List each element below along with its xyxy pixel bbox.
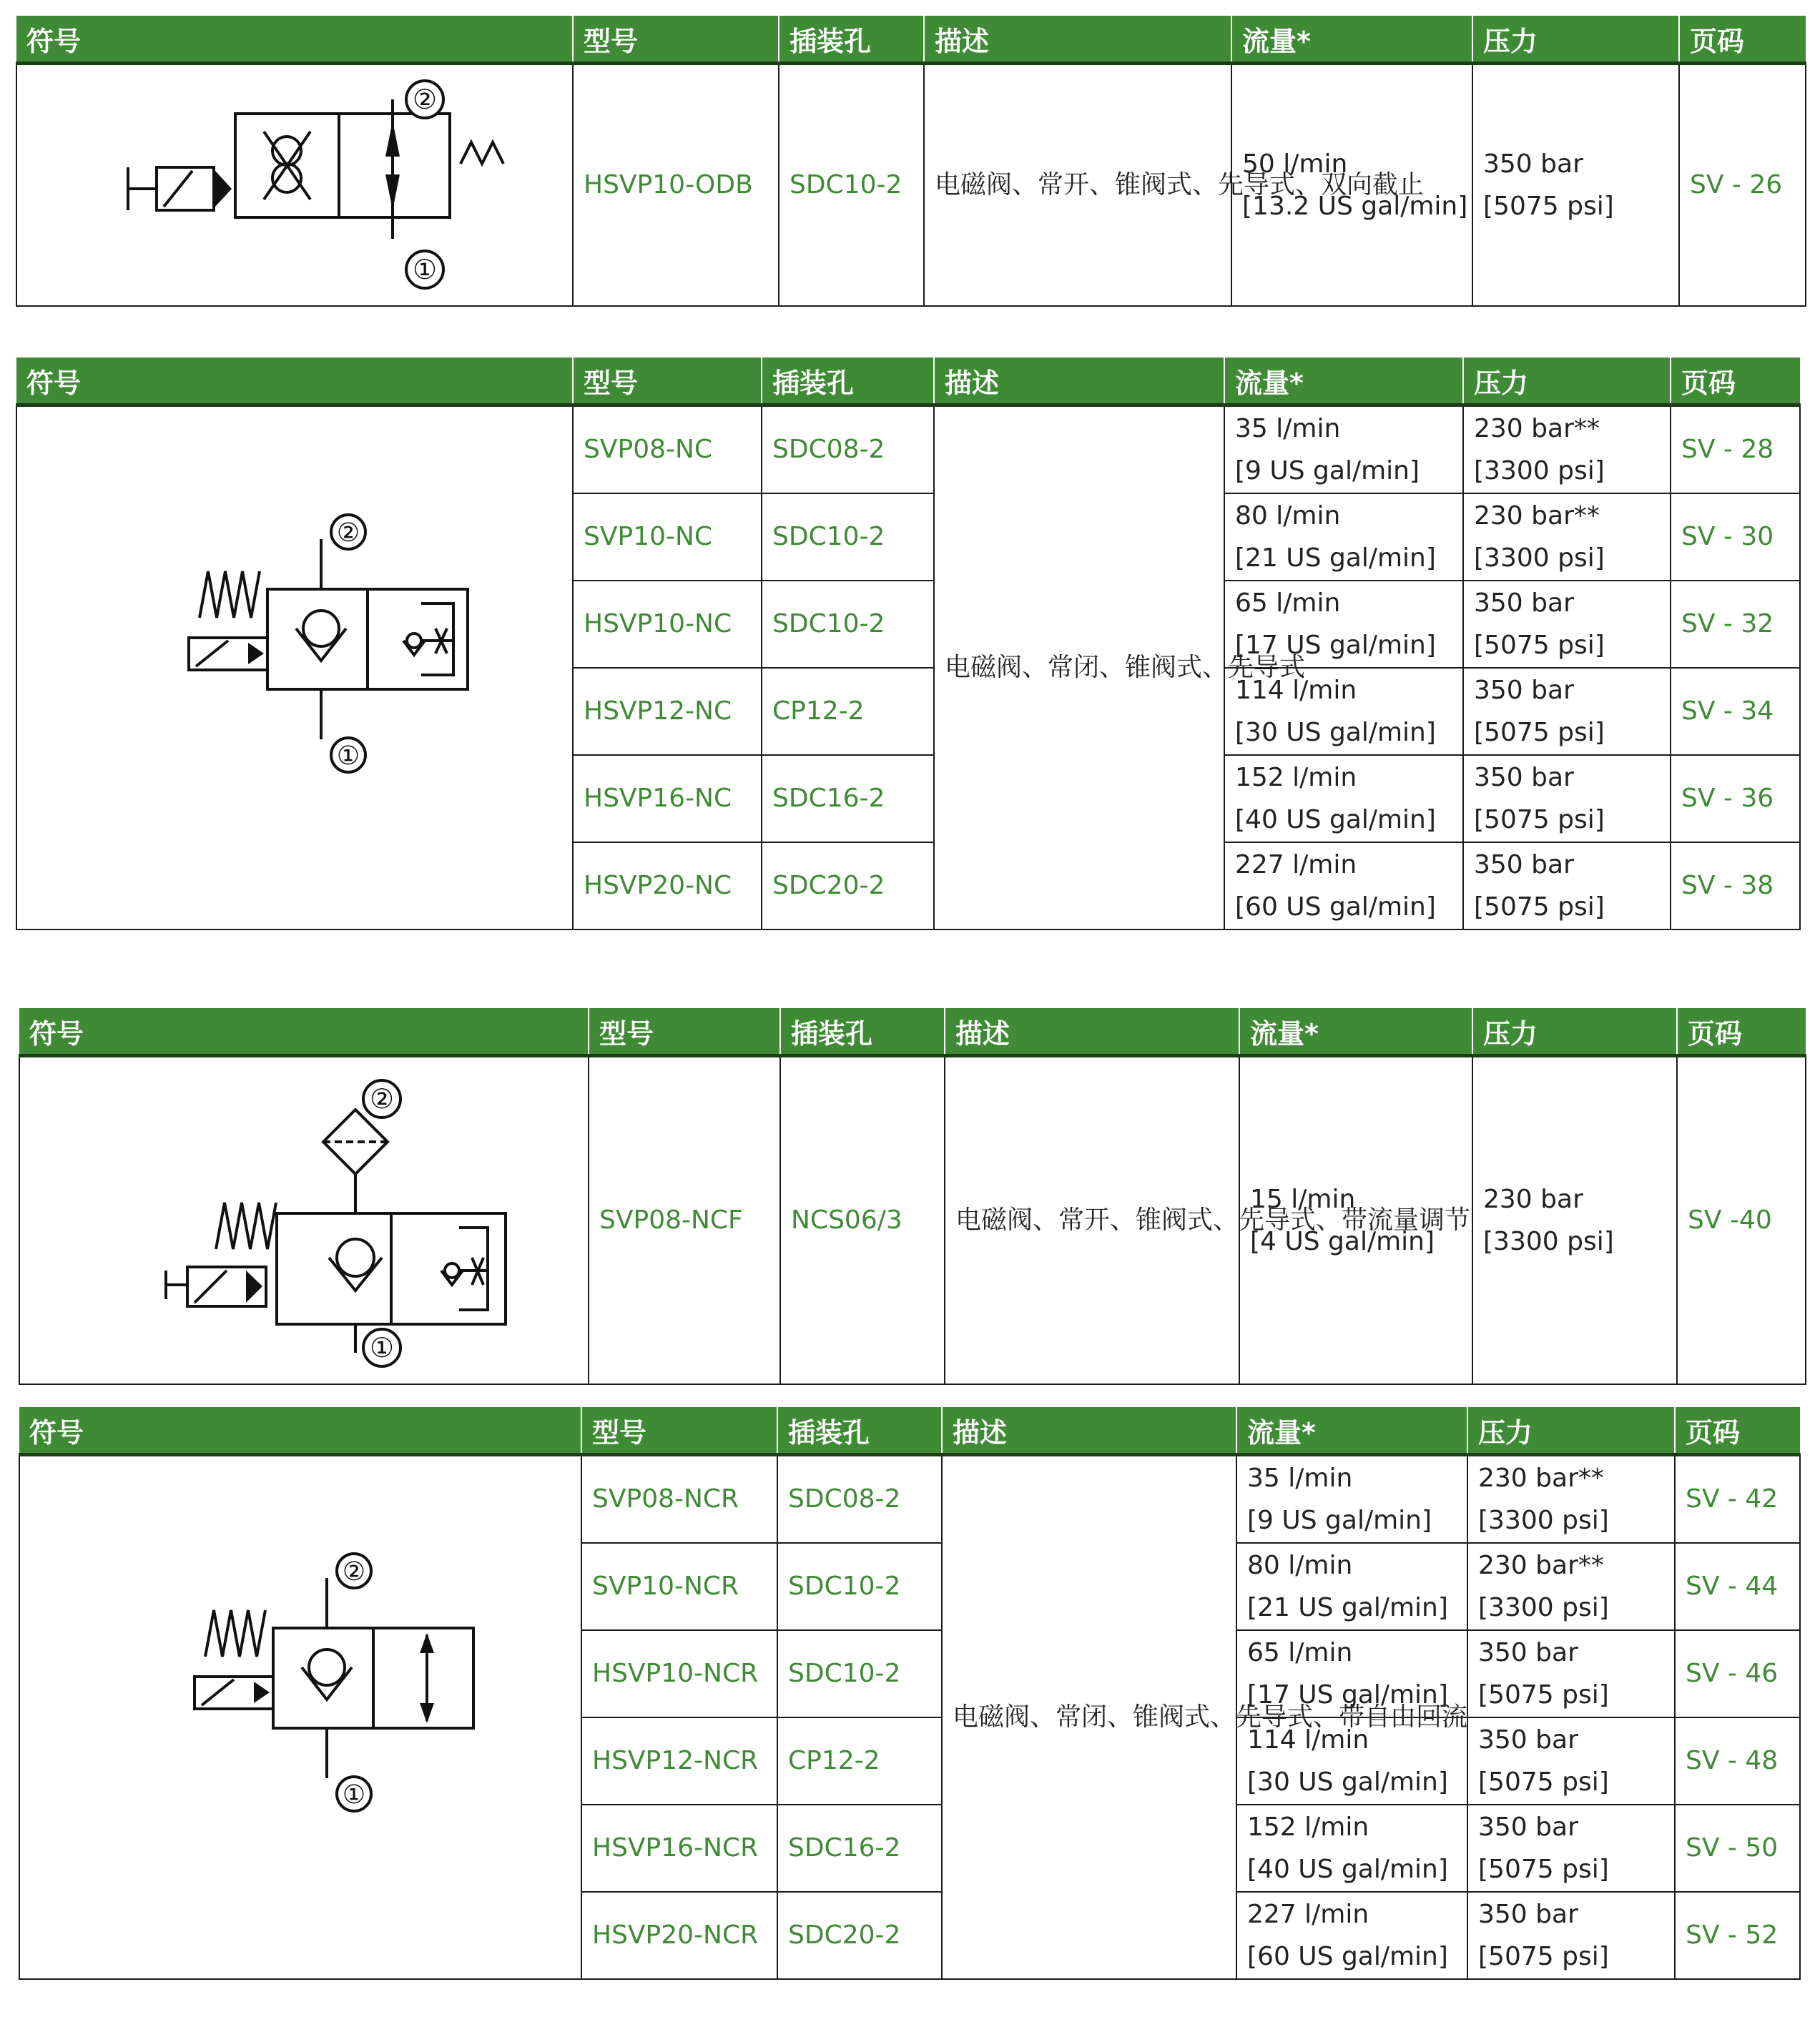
model-cell: SVP08-NCF [589,1056,780,1385]
spec-table-ncr [19,1407,1801,1980]
valve-symbol-odb-icon [49,71,550,300]
pressure-cell [1463,581,1671,668]
page-link[interactable]: SV - 30 [1671,493,1800,581]
flow-metric: 35 l/min [1235,413,1341,443]
pressure-cell [1463,842,1671,929]
port-1-label: ① [342,1780,366,1810]
cavity-cell: NCS06/3 [780,1056,945,1385]
pressure-bar: 350 bar [1474,849,1574,879]
flow-cell [1224,668,1463,755]
flow-metric: 35 l/min [1247,1463,1353,1493]
header-model: 型号 [573,16,779,64]
page-link[interactable]: SV - 32 [1671,581,1800,668]
pressure-psi: [5075 psi] [1474,718,1605,747]
cavity-cell: SDC08-2 [762,405,934,494]
header-cavity: 插装孔 [779,16,924,64]
flow-cell [1224,581,1463,668]
flow-us: [30 US gal/min] [1235,718,1436,747]
header-symbol: 符号 [16,357,573,405]
model-cell: SVP08-NCR [581,1455,777,1544]
description-cell: 电磁阀、常开、锥阀式、先导式、双向截止 [924,64,1231,307]
cavity-cell: SDC10-2 [762,493,934,581]
pressure-psi: [3300 psi] [1478,1506,1609,1535]
pressure-bar: 350 bar [1483,149,1583,179]
spec-table-odb [16,16,1806,307]
pressure-cell [1463,493,1671,581]
flow-metric: 114 l/min [1247,1725,1369,1755]
model-cell: HSVP16-NCR [581,1805,777,1892]
flow-us: [40 US gal/min] [1235,805,1436,834]
header-cavity: 插装孔 [780,1008,945,1056]
table-header-row [16,357,1800,405]
header-pressure: 压力 [1467,1407,1675,1455]
page-link[interactable]: SV - 28 [1671,405,1800,494]
pressure-psi: [5075 psi] [1478,1680,1609,1710]
page-link[interactable]: SV - 46 [1675,1630,1800,1717]
header-description: 描述 [942,1407,1236,1455]
header-symbol: 符号 [19,1407,581,1455]
flow-us: [9 US gal/min] [1247,1506,1432,1535]
page-link[interactable]: SV - 42 [1675,1455,1800,1544]
pressure-bar: 350 bar [1478,1899,1578,1929]
flow-metric: 65 l/min [1235,588,1341,618]
model-cell: SVP08-NC [573,405,762,494]
pressure-cell [1467,1543,1675,1630]
symbol-cell [16,64,573,307]
pressure-psi: [5075 psi] [1478,1942,1609,1971]
header-cavity: 插装孔 [762,357,934,405]
pressure-bar: 230 bar** [1474,500,1600,531]
valve-symbol-nc-icon [49,489,550,847]
flow-metric: 80 l/min [1247,1550,1353,1580]
flow-us: [9 US gal/min] [1235,456,1420,485]
flow-metric: 15 l/min [1250,1184,1356,1214]
flow-cell [1236,1455,1467,1544]
pressure-psi: [3300 psi] [1474,456,1605,485]
pressure-cell [1467,1892,1675,1979]
pressure-bar: 230 bar** [1478,1550,1604,1580]
pressure-cell [1472,64,1679,307]
flow-cell [1224,405,1463,494]
flow-us: [17 US gal/min] [1247,1680,1448,1710]
header-page: 页码 [1677,1008,1806,1056]
spec-table-ncf [19,1008,1806,1385]
flow-metric: 227 l/min [1247,1899,1369,1929]
flow-metric: 227 l/min [1235,849,1357,879]
flow-cell [1236,1892,1467,1979]
valve-symbol-ncr-icon [55,1539,556,1896]
table-header-row [19,1407,1800,1455]
model-cell: HSVP12-NCR [581,1717,777,1805]
flow-cell [1236,1805,1467,1892]
page-link[interactable]: SV - 34 [1671,668,1800,755]
port-2-label: ② [369,1083,395,1115]
page-link[interactable]: SV - 38 [1671,842,1800,929]
pressure-cell [1463,405,1671,494]
cavity-cell: SDC10-2 [779,64,924,307]
cavity-cell: SDC08-2 [777,1455,942,1544]
cavity-cell: CP12-2 [762,668,934,755]
header-symbol: 符号 [16,16,573,64]
spec-table-nc [16,357,1801,930]
pressure-bar: 350 bar [1474,675,1574,705]
flow-metric: 50 l/min [1242,149,1348,179]
port-1-label: ① [369,1332,395,1363]
pressure-cell [1467,1630,1675,1717]
model-cell: SVP10-NC [573,493,762,581]
pressure-bar: 230 bar** [1478,1463,1604,1493]
model-cell: SVP10-NCR [581,1543,777,1630]
model-cell: HSVP16-NC [573,755,762,842]
header-pressure: 压力 [1463,357,1671,405]
flow-us: [4 US gal/min] [1250,1227,1435,1256]
header-flow: 流量* [1231,16,1472,64]
header-symbol: 符号 [19,1008,589,1056]
cavity-cell: SDC10-2 [777,1630,942,1717]
flow-us: [21 US gal/min] [1235,543,1436,573]
page-link[interactable]: SV - 36 [1671,755,1800,842]
model-cell: HSVP20-NCR [581,1892,777,1979]
description-cell: 电磁阀、常闭、锥阀式、先导式 [934,405,1224,930]
header-model: 型号 [589,1008,780,1056]
pressure-psi: [5075 psi] [1474,631,1605,660]
symbol-cell [16,405,573,930]
header-flow: 流量* [1236,1407,1467,1455]
model-cell: HSVP10-ODB [573,64,779,307]
port-1-label: ① [412,254,438,285]
table-header-row [16,16,1806,64]
pressure-cell [1463,755,1671,842]
table-header-row [19,1008,1806,1056]
flow-cell [1224,493,1463,581]
model-cell: HSVP10-NCR [581,1630,777,1717]
flow-us: [17 US gal/min] [1235,631,1436,660]
flow-us: [21 US gal/min] [1247,1593,1448,1622]
pressure-psi: [3300 psi] [1478,1593,1609,1622]
cavity-cell: SDC10-2 [762,581,934,668]
flow-metric: 80 l/min [1235,500,1341,531]
model-cell: HSVP10-NC [573,581,762,668]
flow-us: [30 US gal/min] [1247,1767,1448,1797]
model-cell: HSVP20-NC [573,842,762,929]
header-page: 页码 [1679,16,1806,64]
port-2-label: ② [342,1557,366,1587]
model-cell: HSVP12-NC [573,668,762,755]
description-cell: 电磁阀、常开、锥阀式、先导式、带流量调节 [945,1056,1239,1385]
pressure-cell [1467,1717,1675,1805]
header-description: 描述 [934,357,1224,405]
flow-cell [1236,1630,1467,1717]
header-flow: 流量* [1224,357,1463,405]
table-row [16,64,1806,307]
flow-metric: 152 l/min [1247,1812,1369,1842]
symbol-cell [19,1056,589,1385]
header-pressure: 压力 [1472,16,1679,64]
pressure-psi: [3300 psi] [1474,543,1605,573]
cavity-cell: SDC16-2 [762,755,934,842]
pressure-psi: [5075 psi] [1483,192,1614,221]
flow-cell [1224,842,1463,929]
pressure-psi: [3300 psi] [1483,1227,1614,1256]
pressure-psi: [5075 psi] [1474,892,1605,922]
pressure-bar: 350 bar [1478,1812,1578,1842]
header-cavity: 插装孔 [777,1407,942,1455]
flow-cell [1224,755,1463,842]
description-cell: 电磁阀、常闭、锥阀式、先导式、带自由回流 [942,1455,1236,1980]
page-link[interactable]: SV - 50 [1675,1805,1800,1892]
page-link[interactable]: SV -40 [1677,1056,1806,1385]
flow-metric: 114 l/min [1235,675,1357,705]
pressure-bar: 350 bar [1474,588,1574,618]
table-row [19,1056,1806,1385]
table-row [16,405,1800,494]
cavity-cell: SDC10-2 [777,1543,942,1630]
header-flow: 流量* [1239,1008,1472,1056]
flow-us: [60 US gal/min] [1235,892,1436,922]
port-2-label: ② [412,84,438,115]
flow-cell [1236,1543,1467,1630]
flow-us: [40 US gal/min] [1247,1855,1448,1884]
flow-us: [13.2 US gal/min] [1242,192,1468,221]
header-model: 型号 [573,357,762,405]
page-link[interactable]: SV - 52 [1675,1892,1800,1979]
pressure-cell [1463,668,1671,755]
pressure-bar: 230 bar** [1474,413,1600,443]
header-pressure: 压力 [1472,1008,1677,1056]
valve-symbol-ncf-icon [59,1063,559,1378]
pressure-bar: 350 bar [1478,1637,1578,1667]
header-page: 页码 [1675,1407,1800,1455]
pressure-bar: 350 bar [1478,1725,1578,1755]
pressure-cell [1467,1805,1675,1892]
pressure-psi: [5075 psi] [1474,805,1605,834]
page-link[interactable]: SV - 48 [1675,1717,1800,1805]
header-description: 描述 [945,1008,1239,1056]
port-2-label: ② [336,518,360,548]
flow-metric: 152 l/min [1235,762,1357,792]
cavity-cell: SDC16-2 [777,1805,942,1892]
table-row [19,1455,1800,1544]
pressure-cell [1467,1455,1675,1544]
page-link[interactable]: SV - 26 [1679,64,1806,307]
pressure-psi: [5075 psi] [1478,1855,1609,1884]
flow-metric: 65 l/min [1247,1637,1353,1667]
pressure-bar: 230 bar [1483,1184,1583,1214]
symbol-cell [19,1455,581,1980]
header-description: 描述 [924,16,1231,64]
pressure-bar: 350 bar [1474,762,1574,792]
header-model: 型号 [581,1407,777,1455]
cavity-cell: CP12-2 [777,1717,942,1805]
flow-us: [60 US gal/min] [1247,1942,1448,1971]
pressure-psi: [5075 psi] [1478,1767,1609,1797]
header-page: 页码 [1671,357,1800,405]
flow-cell [1231,64,1472,307]
port-1-label: ① [336,741,360,771]
cavity-cell: SDC20-2 [762,842,934,929]
cavity-cell: SDC20-2 [777,1892,942,1979]
pressure-cell [1472,1056,1677,1385]
page-link[interactable]: SV - 44 [1675,1543,1800,1630]
